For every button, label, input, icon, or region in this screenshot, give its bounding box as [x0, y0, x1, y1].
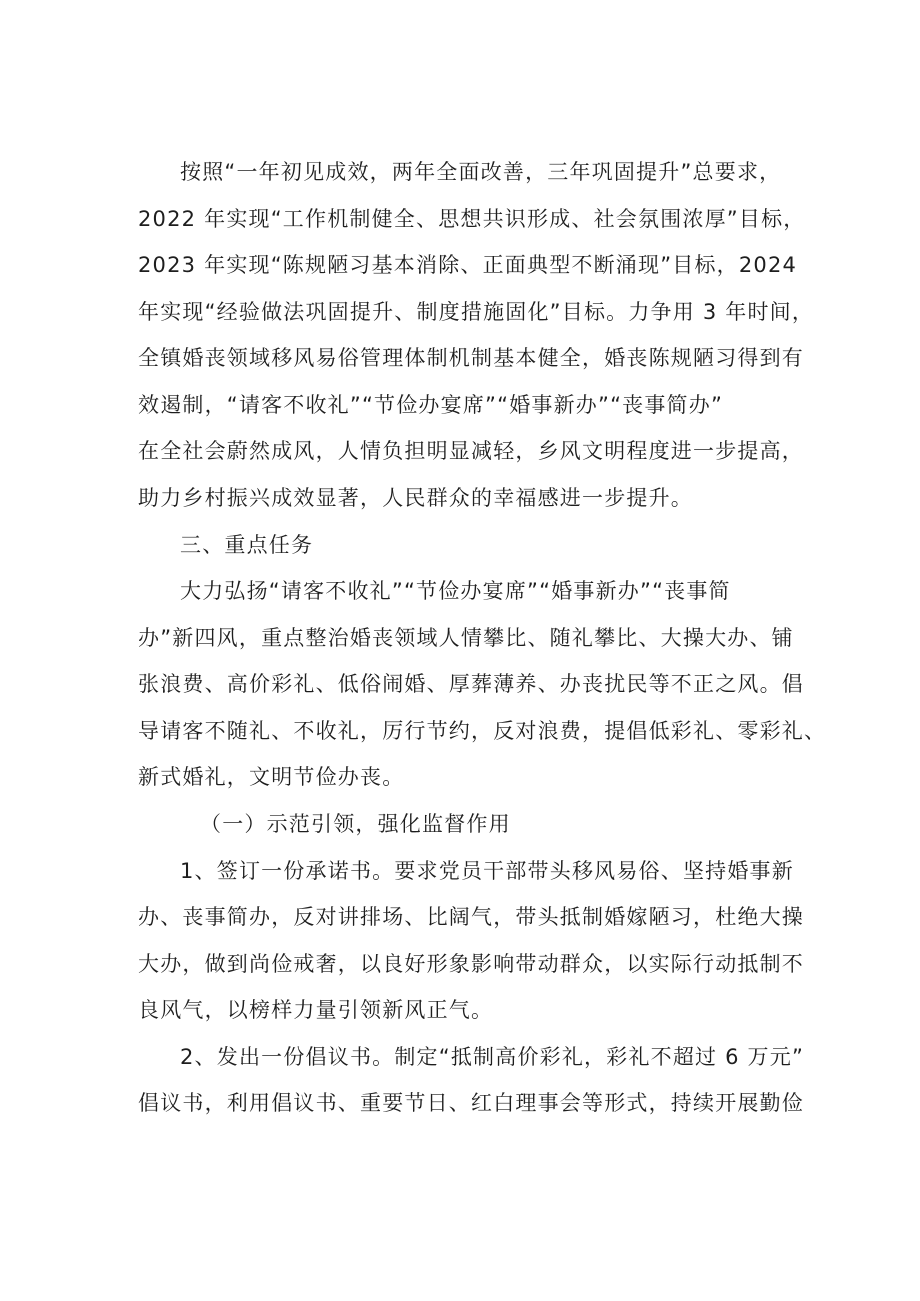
- paragraph-2-line-3: 张浪费、高价彩礼、低俗闹婚、厚葬薄养、办丧扰民等不正之风。倡: [138, 672, 804, 696]
- subsection-heading-1: （一）示范引领，强化监督作用: [200, 812, 511, 836]
- item-1-line-3: 大办，做到尚俭戒奢，以良好形象影响带动群众，以实际行动抵制不: [138, 952, 804, 976]
- paragraph-1-line-1: 按照“一年初见成效，两年全面改善，三年巩固提升”总要求，: [180, 160, 782, 184]
- paragraph-1-line-5: 全镇婚丧领域移风易俗管理体制机制基本健全，婚丧陈规陋习得到有: [138, 346, 804, 370]
- item-2-line-1: 2、发出一份倡议书。制定“抵制高价彩礼，彩礼不超过 6 万元”: [180, 1045, 805, 1069]
- paragraph-2-line-5: 新式婚礼，文明节俭办丧。: [138, 765, 405, 789]
- item-1-line-2: 办、丧事简办，反对讲排场、比阔气，带头抵制婚嫁陋习，杜绝大操: [138, 905, 804, 929]
- paragraph-1-line-4: 年实现“经验做法巩固提升、制度措施固化”目标。力争用 3 年时间，: [138, 300, 815, 324]
- paragraph-1-line-3: 2023 年实现“陈规陋习基本消除、正面典型不断涌现”目标，2024: [138, 253, 798, 277]
- paragraph-1-line-6: 效遏制，“请客不收礼”“节俭办宴席”“婚事新办”“丧事简办”: [138, 393, 724, 417]
- item-2-line-2: 倡议书，利用倡议书、重要节日、红白理事会等形式，持续开展勤俭: [138, 1091, 804, 1115]
- paragraph-2-line-1: 大力弘扬“请客不收礼”“节俭办宴席”“婚事新办”“丧事简: [180, 579, 731, 603]
- paragraph-1-line-2: 2022 年实现“工作机制健全、思想共识形成、社会氛围浓厚”目标，: [138, 207, 806, 231]
- paragraph-2-line-2: 办”新四风，重点整治婚丧领域人情攀比、随礼攀比、大操大办、铺: [138, 626, 794, 650]
- item-1-line-1: 1、签订一份承诺书。要求党员干部带头移风易俗、坚持婚事新: [180, 859, 794, 883]
- paragraph-1-line-7: 在全社会蔚然成风，人情负担明显减轻，乡风文明程度进一步提高，: [138, 439, 804, 463]
- paragraph-1-line-8: 助力乡村振兴成效显著，人民群众的幸福感进一步提升。: [138, 486, 693, 510]
- section-heading-key-tasks: 三、重点任务: [180, 533, 314, 557]
- paragraph-2-line-4: 导请客不随礼、不收礼，厉行节约，反对浪费，提倡低彩礼、零彩礼、: [138, 719, 827, 743]
- item-1-line-4: 良风气，以榜样力量引领新风正气。: [138, 998, 494, 1022]
